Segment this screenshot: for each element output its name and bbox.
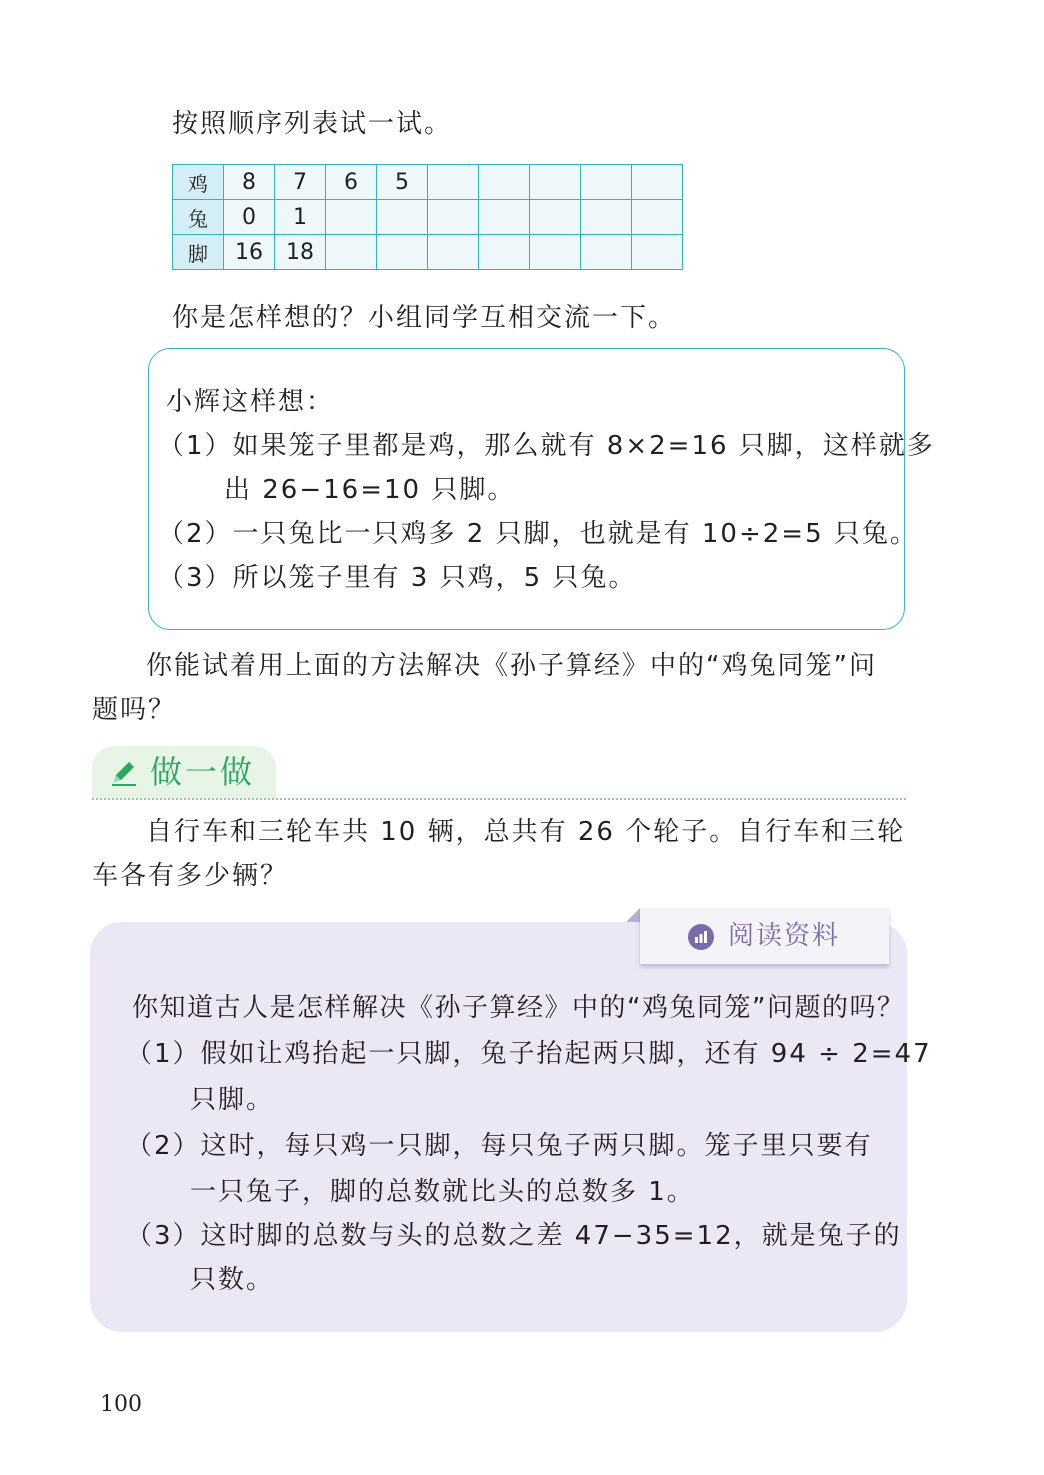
table-cell [377,200,428,235]
table-row [173,200,683,235]
reading-intro: 你知道古人是怎样解决《孙子算经》中的“鸡兔同笼”问题的吗？ [132,993,905,1023]
xiaohui-step1-line2: 出 26−16=10 只脚。 [224,475,516,505]
reading-step2-line1: （2）这时，每只鸡一只脚，每只兔子两只脚。笼子里只要有 [126,1131,873,1161]
table-cell: 16 [224,235,275,270]
table-cell [428,235,479,270]
table-cell: 1 [275,200,326,235]
zuoyizuo-header [92,746,276,798]
reading-step1-line1: （1）假如让鸡抬起一只脚，兔子抬起两只脚，还有 94 ÷ 2=47 [126,1039,932,1069]
table-cell: 0 [224,200,275,235]
section-divider [92,798,906,800]
table-cell: 8 [224,165,275,200]
table-cell [632,235,683,270]
table-cell [581,235,632,270]
exercise-line2: 车各有多少辆？ [92,861,289,891]
table-cell [530,235,581,270]
table-cell [479,165,530,200]
reading-step3-line2: 只数。 [190,1265,275,1295]
reading-tab-label: 阅读资料 [728,921,841,951]
intro-text: 按照顺序列表试一试。 [172,109,453,139]
table-cell [632,165,683,200]
question-sunzi-line1: 你能试着用上面的方法解决《孙子算经》中的“鸡兔同笼”问 [146,651,877,681]
xiaohui-title: 小辉这样想： [166,387,335,417]
reading-step1-line2: 只脚。 [190,1085,275,1115]
page-number: 100 [100,1392,142,1417]
table-cell [377,235,428,270]
table-cell [428,165,479,200]
reading-step3-line1: （3）这时脚的总数与头的总数之差 47−35=12，就是兔子的 [126,1221,902,1251]
table-cell [632,200,683,235]
chicken-rabbit-table [172,164,683,270]
question-discuss: 你是怎样想的？小组同学互相交流一下。 [172,303,677,333]
table-cell: 6 [326,165,377,200]
tab-fold [626,908,640,922]
table-cell: 5 [377,165,428,200]
question-sunzi-line2: 题吗？ [92,695,177,725]
reading-tab [640,908,889,964]
xiaohui-step1-line1: （1）如果笼子里都是鸡，那么就有 8×2=16 只脚，这样就多 [158,431,935,461]
xiaohui-step2: （2）一只兔比一只鸡多 2 只脚，也就是有 10÷2=5 只兔。 [158,519,918,549]
table-cell: 7 [275,165,326,200]
exercise-line1: 自行车和三轮车共 10 辆，总共有 26 个轮子。自行车和三轮 [146,817,906,847]
row-label: 脚 [173,235,224,270]
table-row [173,165,683,200]
table-cell [326,235,377,270]
table-cell [530,200,581,235]
table-cell [479,235,530,270]
row-label: 兔 [173,200,224,235]
reading-step2-line2: 一只兔子，脚的总数就比头的总数多 1。 [190,1177,695,1207]
table-cell [479,200,530,235]
table-cell [530,165,581,200]
table-cell [428,200,479,235]
pencil-icon [108,756,140,788]
table-row [173,235,683,270]
bar-chart-icon [688,924,714,950]
row-label: 鸡 [173,165,224,200]
table-cell [326,200,377,235]
table-cell [581,165,632,200]
zuoyizuo-title: 做一做 [150,753,256,791]
table-cell: 18 [275,235,326,270]
xiaohui-step3: （3）所以笼子里有 3 只鸡，5 只兔。 [158,563,637,593]
table-cell [581,200,632,235]
